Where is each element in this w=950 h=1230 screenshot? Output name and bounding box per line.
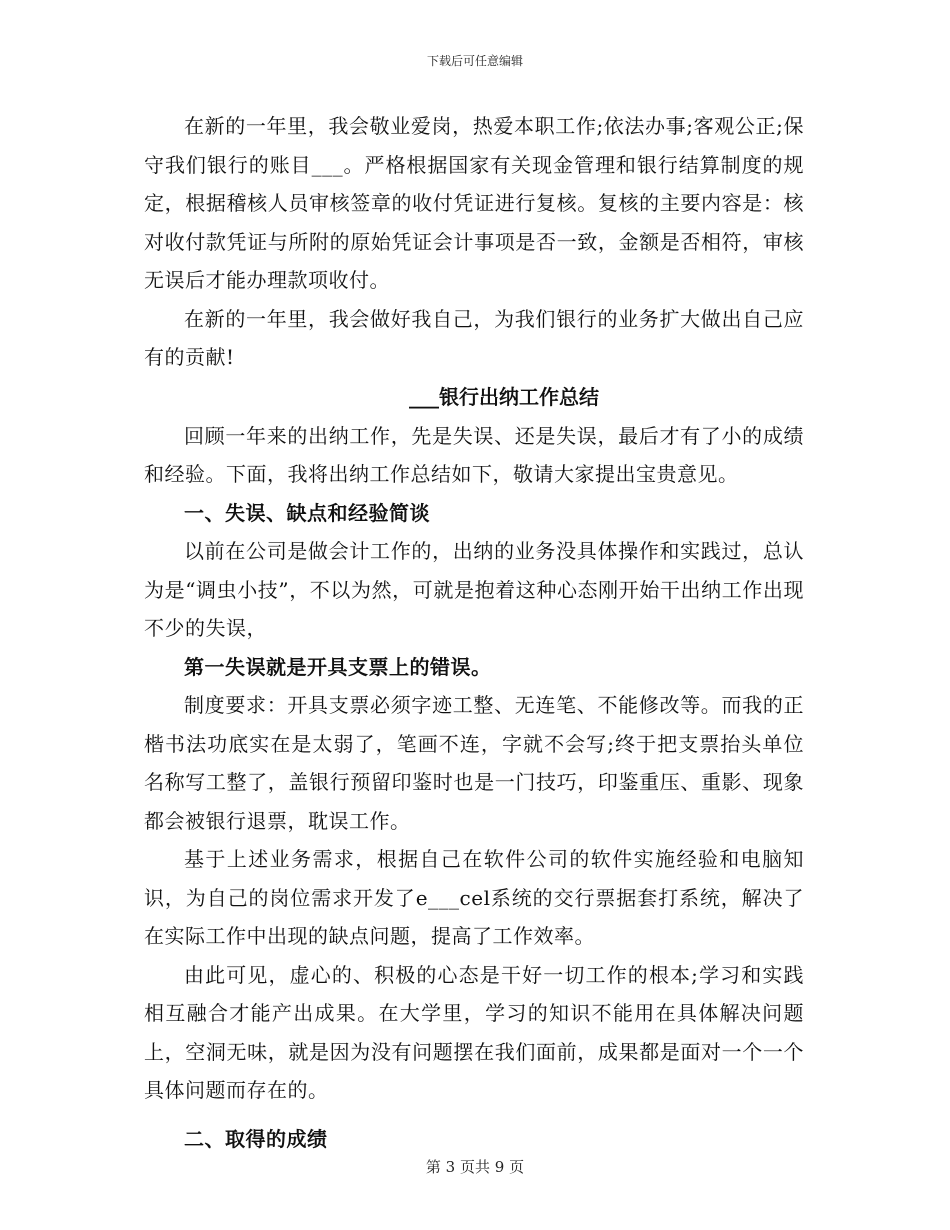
section-heading-2: 二、取得的成绩 [184,1126,328,1151]
page-header: 下载后可任意编辑 [426,54,523,68]
paragraph-5: 制度要求：开具支票必须字迹工整、无连笔、不能修改等。而我的正楷书法功底实在是太弱了，笔画不连，字就不会写;终于把支票抬头单位名称写工整了，盖银行预留印鉴时也是一门技巧，印鉴重压、重影、现象都会被银行退票，耽误工作。 [144,693,804,833]
page-footer: 第 3 页共 9 页 [425,1158,525,1176]
paragraph-2: 在新的一年里，我会做好我自己，为我们银行的业务扩大做出自己应有的贡献! [144,306,804,369]
section-heading-1: 一、失误、缺点和经验简谈 [184,500,430,525]
document-body [144,107,804,1158]
paragraph-7: 由此可见，虚心的、积极的心态是干好一切工作的根本;学习和实践相互融合才能产出成果。在大学里，学习的知识不能用在具体解决问题上，空洞无味，就是因为没有问题摆在我们面前，成果都是面对一个一个具体问题而存在的。 [144,962,804,1102]
paragraph-4: 以前在公司是做会计工作的，出纳的业务没具体操作和实践过，总认为是“调虫小技”，不以为然，可就是抱着这种心态刚开始干出纳工作出现不少的失误， [144,539,804,640]
paragraph-3: 回顾一年来的出纳工作，先是失误、还是失误，最后才有了小的成绩和经验。下面，我将出纳工作总结如下，敬请大家提出宝贵意见。 [144,423,804,486]
paragraph-6: 基于上述业务需求，根据自己在软件公司的软件实施经验和电脑知识，为自己的岗位需求开发了e___cel系统的交行票据套打系统，解决了在实际工作中出现的缺点问题，提高了工作效率。 [144,847,804,948]
document-title: ___银行出纳工作总结 [409,384,599,409]
subsection-heading: 第一失误就是开具支票上的错误。 [184,654,492,679]
paragraph-1: 在新的一年里，我会敬业爱岗，热爱本职工作;依法办事;客观公正;保守我们银行的账目___。严格根据国家有关现金管理和银行结算制度的规定，根据稽核人员审核签章的收付凭证进行复核。复核的主要内容是：核对收付款凭证与所附的原始凭证会计事项是否一致，金额是否相符，审核无误后才能办理款项收付。 [144,114,804,292]
